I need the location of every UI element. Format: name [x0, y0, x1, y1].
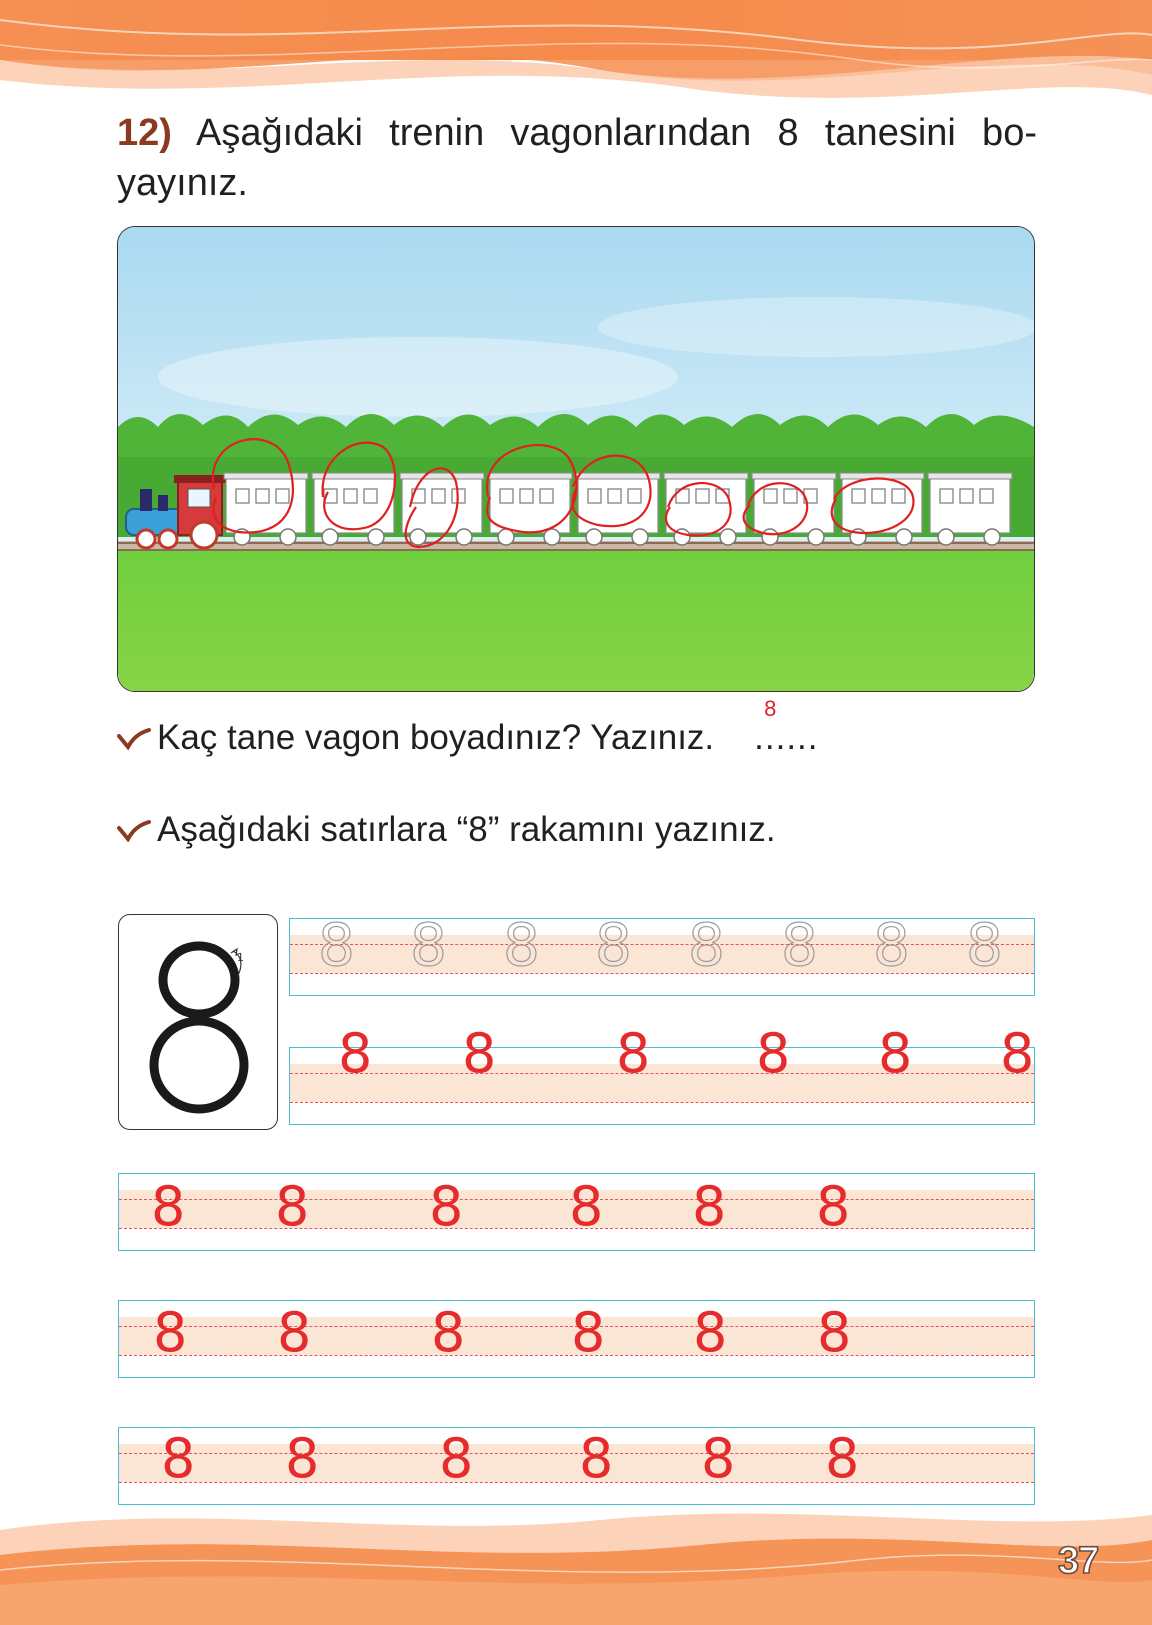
top-wave-decoration — [0, 0, 1152, 110]
trace-digit: 8 — [595, 911, 632, 979]
bottom-wave-decoration — [0, 1500, 1152, 1625]
written-digit: 8 — [153, 1301, 188, 1364]
question-body: Aşağıdaki trenin vagonlarından 8 tanesini bo-yayınız. — [117, 112, 1037, 204]
stroke-number: 1 — [237, 951, 244, 964]
written-digit: 8 — [431, 1301, 466, 1364]
trace-digit: 8 — [410, 911, 447, 979]
written-digit: 8 — [151, 1175, 186, 1238]
written-digit: 8 — [825, 1427, 860, 1490]
written-digit: 8 — [429, 1175, 464, 1238]
writing-row-trace[interactable] — [289, 911, 1035, 996]
written-digit: 8 — [616, 1022, 651, 1085]
written-digit: 8 — [579, 1427, 614, 1490]
page-number: 37 — [1058, 1540, 1099, 1582]
written-digit: 8 — [816, 1175, 851, 1238]
check-mark-icon — [117, 818, 151, 842]
writing-row-4[interactable] — [118, 1300, 1035, 1378]
written-digit: 8 — [285, 1427, 320, 1490]
written-digit: 8 — [756, 1022, 791, 1085]
written-digit: 8 — [1000, 1022, 1035, 1085]
trace-digit: 8 — [503, 911, 540, 979]
count-answer-field[interactable] — [754, 696, 819, 758]
written-digit: 8 — [693, 1301, 728, 1364]
written-digit: 8 — [817, 1301, 852, 1364]
written-digit: 8 — [161, 1427, 196, 1490]
trace-digit: 8 — [781, 911, 818, 979]
written-digit: 8 — [569, 1175, 604, 1238]
count-question-text: Kaç tane vagon boyadınız? Yazınız. — [157, 718, 715, 757]
written-digit: 8 — [277, 1301, 312, 1364]
writing-row-3[interactable] — [118, 1173, 1035, 1251]
train-illustration — [118, 227, 1034, 691]
trace-digit: 8 — [873, 911, 910, 979]
trace-digit: 8 — [966, 911, 1003, 979]
write-instruction — [117, 810, 776, 850]
trace-digit: 8 — [688, 911, 725, 979]
written-digit: 8 — [275, 1175, 310, 1238]
writing-row-5[interactable] — [118, 1427, 1035, 1505]
count-question — [117, 696, 819, 758]
question-text — [117, 108, 1037, 208]
written-digit: 8 — [439, 1427, 474, 1490]
write-instruction-text: Aşağıdaki satırlara “8” rakamını yazınız. — [157, 810, 776, 849]
trace-digit: 8 — [318, 911, 355, 979]
written-digit: 8 — [462, 1022, 497, 1085]
answer-dots: ...... — [754, 718, 819, 757]
writing-row-2[interactable] — [289, 1022, 1035, 1125]
written-digit: 8 — [571, 1301, 606, 1364]
count-answer-value: 8 — [764, 696, 778, 721]
check-mark-icon — [117, 726, 151, 750]
written-digit: 8 — [338, 1022, 373, 1085]
written-digit: 8 — [692, 1175, 727, 1238]
written-digit: 8 — [878, 1022, 913, 1085]
written-digit: 8 — [701, 1427, 736, 1490]
model-digit-box — [118, 914, 278, 1130]
question-number: 12) — [117, 112, 172, 154]
train-scene — [117, 226, 1035, 692]
model-digit-eight — [119, 915, 277, 1129]
